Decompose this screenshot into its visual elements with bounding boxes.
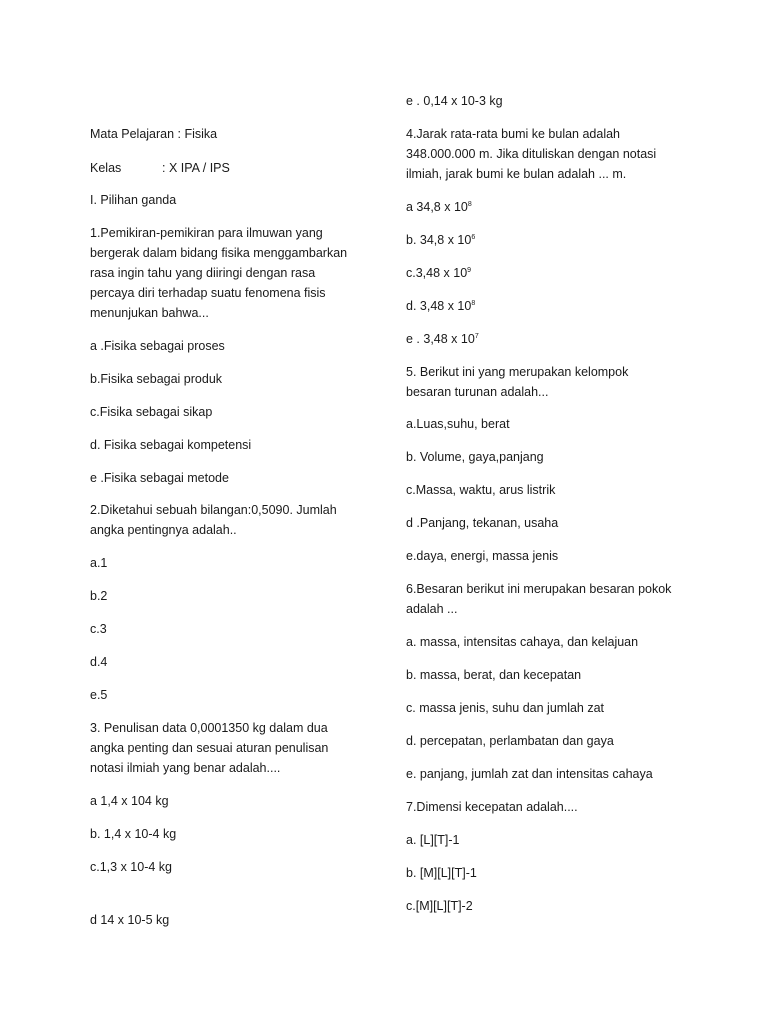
- question-1-option: e .Fisika sebagai metode: [90, 471, 229, 485]
- question-5-option: a.Luas,suhu, berat: [406, 417, 510, 431]
- question-3-line: 3. Penulisan data 0,0001350 kg dalam dua: [90, 721, 328, 735]
- option-text: c.3,48 x 10: [406, 266, 468, 280]
- question-1-line: percaya diri terhadap suatu fenomena fisis: [90, 286, 326, 300]
- question-5-line: besaran turunan adalah...: [406, 385, 549, 399]
- subject-line: Mata Pelajaran : Fisika: [90, 127, 218, 141]
- question-3-option: e . 0,14 x 10-3 kg: [406, 94, 503, 108]
- question-2-option: e.5: [90, 688, 108, 702]
- exponent: 9: [467, 266, 472, 274]
- class-label: Kelas: [90, 161, 122, 175]
- question-2-line: 2.Diketahui sebuah bilangan:0,5090. Jumlah: [90, 503, 337, 517]
- question-5-option: c.Massa, waktu, arus listrik: [406, 483, 556, 497]
- question-4-option: [406, 230, 475, 250]
- question-4-line: 348.000.000 m. Jika dituliskan dengan notasi: [406, 147, 657, 161]
- question-5-option: e.daya, energi, massa jenis: [406, 549, 559, 563]
- question-4-option: [406, 263, 471, 283]
- question-1-option: d. Fisika sebagai kompetensi: [90, 438, 252, 452]
- question-6-option: d. percepatan, perlambatan dan gaya: [406, 734, 614, 748]
- question-1-line: menunjukan bahwa...: [90, 306, 209, 320]
- class-line: [90, 158, 230, 178]
- question-7-option: a. [L][T]-1: [406, 833, 460, 847]
- question-2-option: d.4: [90, 655, 108, 669]
- question-6-line: adalah ...: [406, 602, 458, 616]
- question-7-option: c.[M][L][T]-2: [406, 899, 473, 913]
- question-3-option: c.1,3 x 10-4 kg: [90, 860, 172, 874]
- question-2-line: angka pentingnya adalah..: [90, 523, 237, 537]
- question-6-option: a. massa, intensitas cahaya, dan kelajuan: [406, 635, 639, 649]
- question-6-option: b. massa, berat, dan kecepatan: [406, 668, 582, 682]
- option-text: d. 3,48 x 10: [406, 299, 472, 313]
- question-3-option: a 1,4 x 104 kg: [90, 794, 169, 808]
- question-5-option: b. Volume, gaya,panjang: [406, 450, 544, 464]
- question-4-line: ilmiah, jarak bumi ke bulan adalah ... m.: [406, 167, 627, 181]
- class-value: : X IPA / IPS: [162, 161, 230, 175]
- question-7-line: 7.Dimensi kecepatan adalah....: [406, 800, 578, 814]
- question-3-line: notasi ilmiah yang benar adalah....: [90, 761, 281, 775]
- question-3-line: angka penting dan sesuai aturan penulisan: [90, 741, 329, 755]
- question-4-option: [406, 329, 479, 349]
- question-6-option: e. panjang, jumlah zat dan intensitas cahaya: [406, 767, 653, 781]
- question-4-option: [406, 197, 472, 217]
- question-7-option: b. [M][L][T]-1: [406, 866, 477, 880]
- question-1-option: a .Fisika sebagai proses: [90, 339, 225, 353]
- option-text: b. 34,8 x 10: [406, 233, 472, 247]
- exponent: 8: [467, 200, 472, 208]
- question-1-option: b.Fisika sebagai produk: [90, 372, 223, 386]
- exponent: 8: [471, 299, 476, 307]
- question-6-option: c. massa jenis, suhu dan jumlah zat: [406, 701, 605, 715]
- question-1-line: rasa ingin tahu yang diiringi dengan rasa: [90, 266, 316, 280]
- question-1-option: c.Fisika sebagai sikap: [90, 405, 213, 419]
- question-3-option: b. 1,4 x 10-4 kg: [90, 827, 177, 841]
- question-4-line: 4.Jarak rata-rata bumi ke bulan adalah: [406, 127, 621, 141]
- question-5-line: 5. Berikut ini yang merupakan kelompok: [406, 365, 629, 379]
- question-3-option: d 14 x 10-5 kg: [90, 913, 170, 927]
- exponent: 6: [471, 233, 476, 241]
- question-1-line: bergerak dalam bidang fisika menggambarkan: [90, 246, 348, 260]
- question-1-line: 1.Pemikiran-pemikiran para ilmuwan yang: [90, 226, 323, 240]
- question-6-line: 6.Besaran berikut ini merupakan besaran pokok: [406, 582, 672, 596]
- section-heading: I. Pilihan ganda: [90, 193, 177, 207]
- option-text: e . 3,48 x 10: [406, 332, 475, 346]
- option-text: a 34,8 x 10: [406, 200, 468, 214]
- question-2-option: b.2: [90, 589, 108, 603]
- exponent: 7: [474, 332, 479, 340]
- question-2-option: a.1: [90, 556, 108, 570]
- question-2-option: c.3: [90, 622, 107, 636]
- question-5-option: d .Panjang, tekanan, usaha: [406, 516, 559, 530]
- question-4-option: [406, 296, 475, 316]
